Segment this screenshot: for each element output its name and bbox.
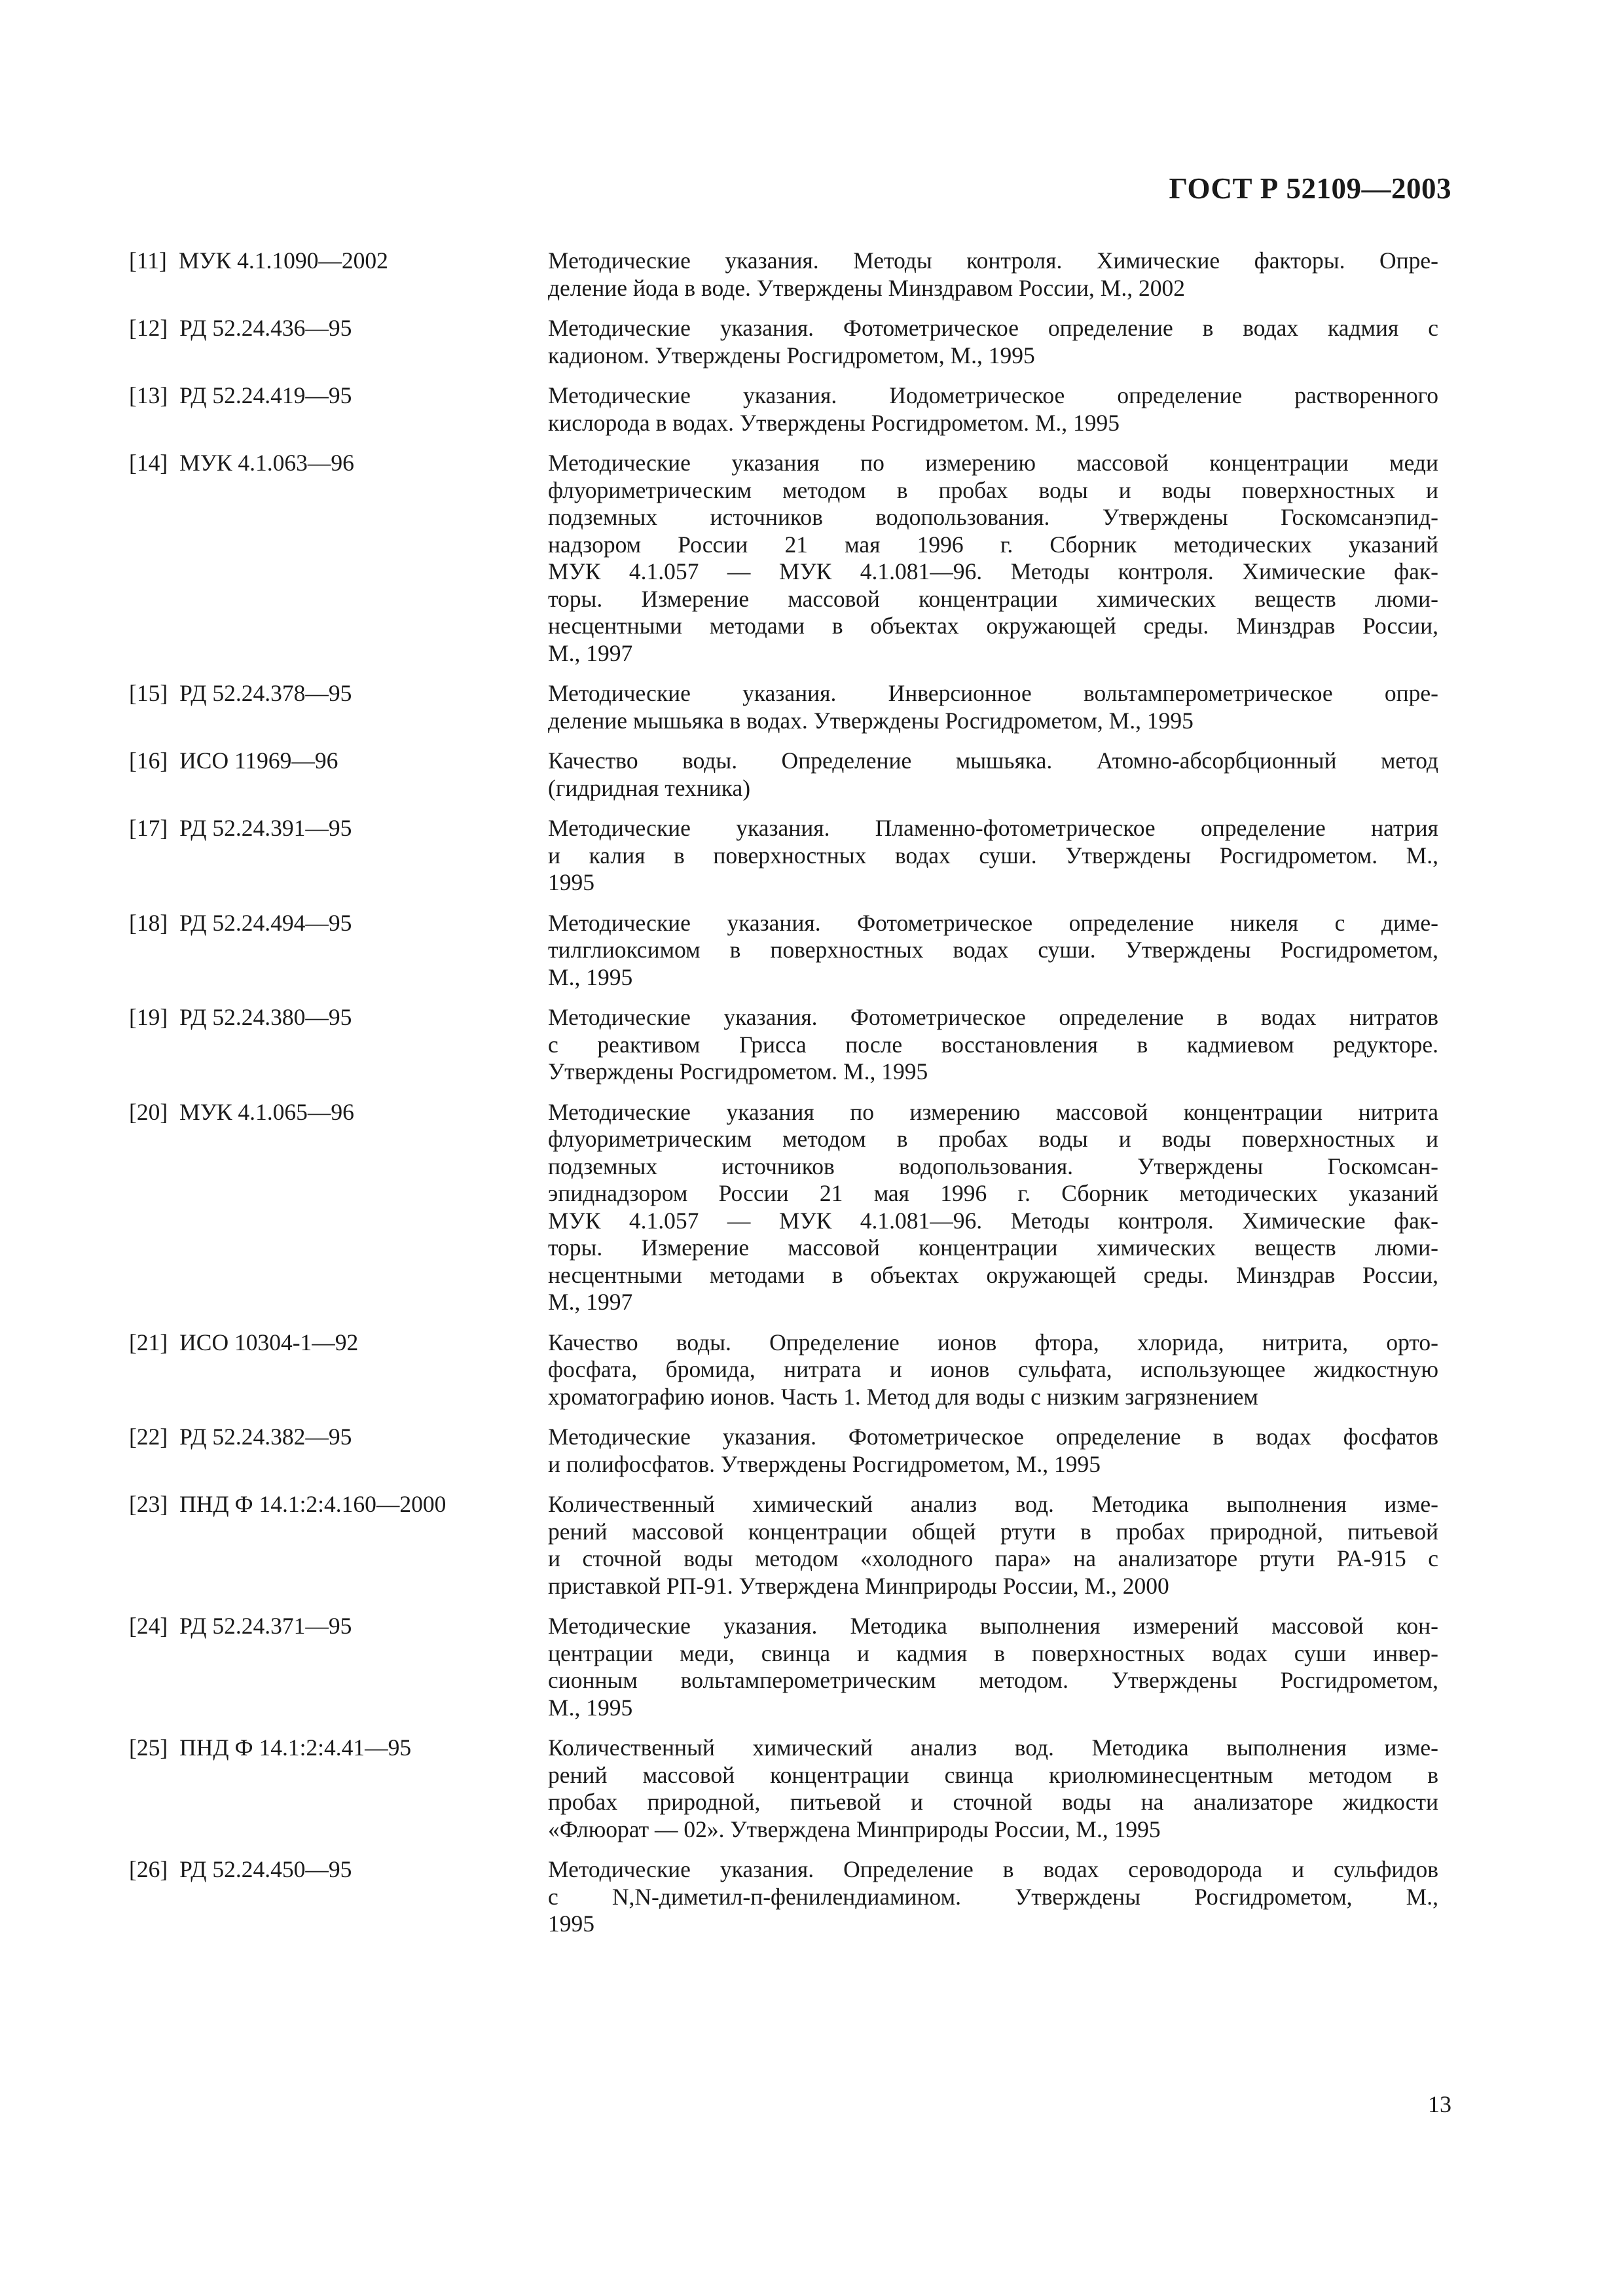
reference-description-line: 1995: [548, 869, 594, 895]
reference-code: РД 52.24.450—95: [179, 1856, 352, 1882]
reference-item: [129, 1856, 1438, 1938]
reference-description-line: «Флюорат — 02». Утверждена Минприроды России, М., 1995: [548, 1816, 1161, 1842]
reference-item: [129, 382, 1438, 437]
reference-description: [548, 1004, 1438, 1086]
reference-description-line: пробах природной, питьевой и сточной воды на анализаторе жидкости: [548, 1789, 1438, 1815]
reference-description-line: Методические указания по измерению массовой концентрации нитрита: [548, 1098, 1438, 1125]
reference-code: РД 52.24.378—95: [179, 680, 352, 706]
reference-description: [548, 1491, 1438, 1600]
reference-designation: [129, 1424, 548, 1451]
reference-item: [129, 910, 1438, 992]
reference-item: [129, 315, 1438, 369]
reference-description-line: кадионом. Утверждены Росгидрометом, М., 1995: [548, 342, 1035, 368]
reference-item: [129, 680, 1438, 734]
reference-item: [129, 815, 1438, 897]
reference-description: [548, 680, 1438, 734]
reference-item: [129, 247, 1438, 302]
reference-designation: [129, 315, 548, 342]
page-number: 13: [1428, 2091, 1451, 2117]
reference-description: [548, 1856, 1438, 1938]
reference-description: [548, 910, 1438, 992]
reference-description-line: М., 1997: [548, 639, 633, 666]
reference-designation: [129, 1329, 548, 1357]
reference-description: [548, 315, 1438, 369]
reference-number: [14]: [129, 450, 168, 476]
reference-description-line: надзором России 21 мая 1996 г. Сборник методических указаний: [548, 531, 1438, 558]
reference-description-line: М., 1997: [548, 1289, 633, 1315]
reference-description-line: рений массовой концентрации свинца криолюминесцентным методом в: [548, 1761, 1438, 1788]
reference-designation: [129, 1734, 548, 1762]
reference-code: РД 52.24.436—95: [179, 315, 352, 341]
reference-description-line: и калия в поверхностных водах суши. Утверждены Росгидрометом. М.,: [548, 842, 1438, 869]
reference-description-line: тилглиоксимом в поверхностных водах суши. Утверждены Росгидрометом,: [548, 937, 1438, 963]
reference-description-line: подземных источников водопользования. Утверждены Госкомсан-: [548, 1153, 1438, 1179]
reference-item: [129, 747, 1438, 802]
reference-number: [15]: [129, 680, 168, 706]
reference-description-line: МУК 4.1.057 — МУК 4.1.081—96. Методы контроля. Химические фак-: [548, 1207, 1438, 1234]
reference-description-line: Методические указания. Методика выполнения измерений массовой кон-: [548, 1613, 1438, 1639]
reference-number: [17]: [129, 815, 168, 841]
reference-number: [19]: [129, 1004, 168, 1030]
reference-list: [129, 247, 1438, 1951]
reference-description: [548, 450, 1438, 667]
reference-description-line: (гидридная техника): [548, 774, 751, 801]
reference-description-line: торы. Измерение массовой концентрации химических веществ люми-: [548, 585, 1438, 612]
reference-description-line: флуориметрическим методом в пробах воды и воды поверхностных и: [548, 1126, 1438, 1152]
reference-designation: [129, 1613, 548, 1640]
reference-description-line: с реактивом Грисса после восстановления в кадмиевом редукторе.: [548, 1031, 1438, 1058]
reference-description-line: Методические указания. Фотометрическое определение в водах фосфатов: [548, 1424, 1438, 1450]
reference-description-line: Методические указания. Определение в водах сероводорода и сульфидов: [548, 1856, 1438, 1882]
reference-number: [12]: [129, 315, 168, 341]
reference-item: [129, 1424, 1438, 1478]
reference-description-line: Методические указания по измерению массовой концентрации меди: [548, 450, 1438, 476]
reference-description-line: эпиднадзором России 21 мая 1996 г. Сборник методических указаний: [548, 1180, 1438, 1206]
reference-code: РД 52.24.380—95: [179, 1004, 352, 1030]
reference-description-line: сионным вольтамперометрическим методом. Утверждены Росгидрометом,: [548, 1667, 1438, 1693]
reference-description-line: и сточной воды методом «холодного пара» на анализаторе ртути РА-915 с: [548, 1545, 1438, 1571]
reference-description-line: фосфата, бромида, нитрата и ионов сульфата, использующее жидкостную: [548, 1356, 1438, 1382]
reference-number: [20]: [129, 1098, 168, 1125]
reference-designation: [129, 910, 548, 937]
reference-description: [548, 747, 1438, 802]
reference-description-line: кислорода в водах. Утверждены Росгидрометом. М., 1995: [548, 409, 1120, 436]
reference-code: ИСО 11969—96: [179, 747, 338, 774]
reference-code: ПНД Ф 14.1:2:4.160—2000: [179, 1491, 447, 1517]
reference-item: [129, 450, 1438, 667]
reference-description-line: Качество воды. Определение ионов фтора, хлорида, нитрита, орто-: [548, 1329, 1438, 1355]
reference-number: [25]: [129, 1734, 168, 1761]
reference-description-line: подземных источников водопользования. Утверждены Госкомсанэпид-: [548, 504, 1438, 530]
reference-description-line: М., 1995: [548, 1694, 633, 1721]
reference-number: [24]: [129, 1613, 168, 1639]
reference-item: [129, 1613, 1438, 1721]
reference-description-line: Методические указания. Фотометрическое определение никеля с диме-: [548, 909, 1438, 936]
reference-item: [129, 1099, 1438, 1316]
reference-description-line: Методические указания. Пламенно-фотометрическое определение натрия: [548, 815, 1438, 841]
reference-description: [548, 815, 1438, 897]
reference-item: [129, 1004, 1438, 1086]
reference-number: [22]: [129, 1424, 168, 1450]
reference-number: [16]: [129, 747, 168, 774]
reference-number: [23]: [129, 1491, 168, 1517]
reference-designation: [129, 747, 548, 775]
reference-item: [129, 1491, 1438, 1600]
reference-description-line: Методические указания. Методы контроля. Химические факторы. Опре-: [548, 247, 1438, 274]
document-header: ГОСТ Р 52109—2003: [1169, 172, 1451, 205]
reference-code: РД 52.24.391—95: [179, 815, 352, 841]
reference-description-line: торы. Измерение массовой концентрации химических веществ люми-: [548, 1234, 1438, 1261]
reference-description-line: с N,N-диметил-п-фенилендиамином. Утверждены Росгидрометом, М.,: [548, 1883, 1438, 1910]
reference-description-line: 1995: [548, 1910, 594, 1937]
reference-code: МУК 4.1.063—96: [179, 450, 354, 476]
reference-number: [18]: [129, 909, 168, 936]
reference-description: [548, 1099, 1438, 1316]
reference-designation: [129, 382, 548, 410]
reference-description-line: Качество воды. Определение мышьяка. Атомно-абсорбционный метод: [548, 747, 1438, 774]
reference-description: [548, 1424, 1438, 1478]
reference-code: РД 52.24.382—95: [179, 1424, 352, 1450]
reference-description-line: приставкой РП-91. Утверждена Минприроды России, М., 2000: [548, 1572, 1169, 1599]
reference-number: [11]: [129, 247, 167, 274]
reference-description-line: флуориметрическим методом в пробах воды и воды поверхностных и: [548, 476, 1438, 503]
reference-code: МУК 4.1.065—96: [179, 1098, 354, 1125]
reference-designation: [129, 680, 548, 708]
reference-number: [26]: [129, 1856, 168, 1882]
reference-description-line: Количественный химический анализ вод. Методика выполнения изме-: [548, 1491, 1438, 1517]
reference-description-line: М., 1995: [548, 963, 633, 990]
reference-description-line: Утверждены Росгидрометом. М., 1995: [548, 1058, 928, 1085]
reference-description-line: несцентными методами в объектах окружающей среды. Минздрав России,: [548, 613, 1438, 639]
reference-number: [21]: [129, 1329, 168, 1355]
reference-description-line: деление мышьяка в водах. Утверждены Росгидрометом, М., 1995: [548, 707, 1194, 734]
reference-designation: [129, 815, 548, 842]
reference-code: РД 52.24.371—95: [179, 1613, 352, 1639]
reference-code: РД 52.24.494—95: [179, 909, 352, 936]
reference-description: [548, 247, 1438, 302]
reference-description-line: центрации меди, свинца и кадмия в поверхностных водах суши инвер-: [548, 1640, 1438, 1666]
reference-number: [13]: [129, 382, 168, 408]
reference-item: [129, 1734, 1438, 1843]
reference-description-line: Методические указания. Иодометрическое определение растворенного: [548, 382, 1438, 408]
reference-description: [548, 1329, 1438, 1411]
reference-description-line: Методические указания. Инверсионное вольтамперометрическое опре-: [548, 680, 1438, 706]
reference-designation: [129, 1004, 548, 1031]
reference-description-line: несцентными методами в объектах окружающей среды. Минздрав России,: [548, 1261, 1438, 1288]
reference-description-line: деление йода в воде. Утверждены Минздравом России, М., 2002: [548, 274, 1185, 301]
reference-designation: [129, 1856, 548, 1884]
reference-code: ПНД Ф 14.1:2:4.41—95: [179, 1734, 412, 1761]
reference-designation: [129, 1099, 548, 1126]
reference-description-line: Методические указания. Фотометрическое определение в водах нитратов: [548, 1004, 1438, 1030]
reference-designation: [129, 247, 548, 275]
reference-code: МУК 4.1.1090—2002: [178, 247, 388, 274]
reference-designation: [129, 1491, 548, 1518]
reference-item: [129, 1329, 1438, 1411]
reference-description-line: хроматографию ионов. Часть 1. Метод для воды с низким загрязнением: [548, 1383, 1258, 1410]
reference-description: [548, 1734, 1438, 1843]
reference-description: [548, 1613, 1438, 1721]
reference-code: РД 52.24.419—95: [179, 382, 352, 408]
reference-code: ИСО 10304-1—92: [179, 1329, 359, 1355]
reference-description-line: Количественный химический анализ вод. Методика выполнения изме-: [548, 1734, 1438, 1761]
reference-description-line: и полифосфатов. Утверждены Росгидрометом, М., 1995: [548, 1450, 1101, 1477]
reference-description-line: МУК 4.1.057 — МУК 4.1.081—96. Методы контроля. Химические фак-: [548, 558, 1438, 584]
reference-designation: [129, 450, 548, 477]
reference-description-line: рений массовой концентрации общей ртути в пробах природной, питьевой: [548, 1518, 1438, 1545]
reference-description: [548, 382, 1438, 437]
reference-description-line: Методические указания. Фотометрическое определение в водах кадмия с: [548, 315, 1438, 341]
